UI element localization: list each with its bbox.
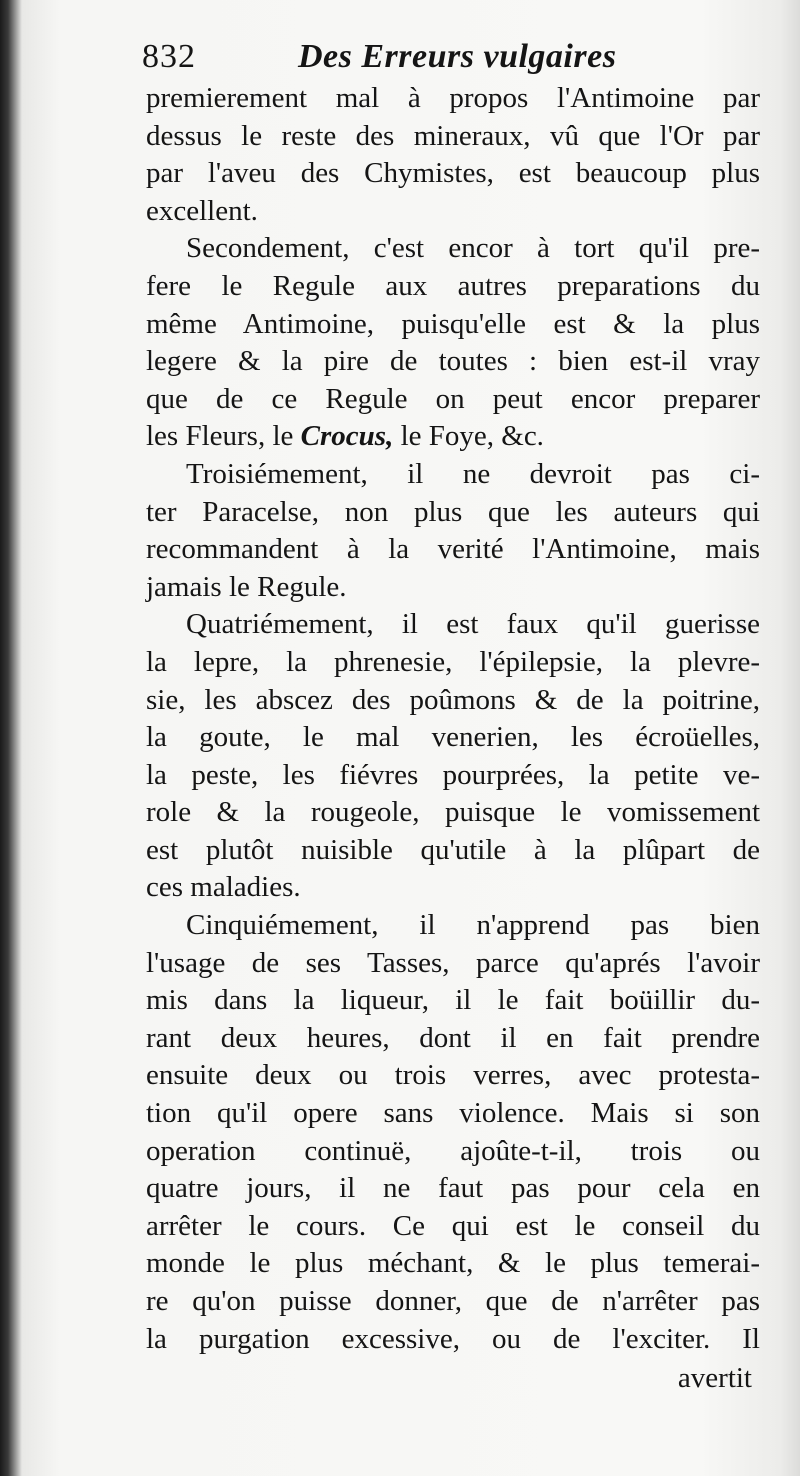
text-segment: les Fleurs, le (146, 420, 301, 453)
text-line: quatre jours, il ne faut pas pour cela en (146, 1172, 760, 1205)
text-line: par l'aveu des Chymistes, est beaucoup plus (146, 157, 760, 190)
body-text (146, 80, 760, 1358)
text-line: dessus le reste des mineraux, vû que l'Or par (146, 119, 760, 152)
text-line: même Antimoine, puisqu'elle est & la plus (146, 307, 760, 340)
text-line: la peste, les fiévres pourprées, la petite ve- (146, 758, 760, 791)
text-line: la goute, le mal venerien, les écroüelles, (146, 721, 760, 754)
page-number: 832 (142, 38, 196, 75)
text-line: legere & la pire de toutes : bien est-il vray (146, 345, 760, 378)
text-line: re qu'on puisse donner, que de n'arrêter pas (146, 1285, 760, 1317)
text-line: que de ce Regule on peut encor preparer (146, 382, 760, 415)
text-line: ensuite deux ou trois verres, avec protesta- (146, 1059, 760, 1092)
running-title: Des Erreurs vulgaires (298, 38, 617, 75)
text-line: rant deux heures, dont il en fait prendre (146, 1021, 760, 1054)
text-line: l'usage de ses Tasses, parce qu'aprés l'avoir (146, 946, 760, 979)
text-line: mis dans la liqueur, il le fait boüillir du- (146, 984, 760, 1017)
text-line: premierement mal à propos l'Antimoine par (146, 82, 760, 114)
text-line: la purgation excessive, ou de l'exciter. Il (146, 1322, 760, 1355)
catchword: avertit (677, 1362, 752, 1394)
text-line: excellent. (146, 194, 258, 227)
paragraph-start: Secondement, c'est encor à tort qu'il pre- (186, 232, 760, 265)
text-line: recommandent à la verité l'Antimoine, mais (146, 533, 760, 566)
text-line: jamais le Regule. (146, 570, 347, 603)
text-segment: le Foye, &c. (393, 420, 544, 453)
text-line: role & la rougeole, puisque le vomissement (146, 796, 760, 829)
text-line-crocus (146, 418, 760, 456)
paragraph-start: Troisiémement, il ne devroit pas ci- (186, 457, 760, 490)
text-line: la lepre, la phrenesie, l'épilepsie, la plevre- (146, 645, 760, 678)
text-line: tion qu'il opere sans violence. Mais si son (146, 1097, 760, 1130)
text-line: sie, les abscez des poûmons & de la poitrine, (146, 683, 760, 716)
italic-word: Crocus, (300, 420, 394, 453)
paragraph-start: Quatriémement, il est faux qu'il guerisse (186, 608, 760, 641)
text-line: ter Paracelse, non plus que les auteurs qui (146, 495, 760, 528)
text-line: fere le Regule aux autres preparations du (146, 269, 760, 302)
text-line: ces maladies. (146, 871, 301, 904)
text-line: arrêter le cours. Ce qui est le conseil du (146, 1209, 760, 1242)
text-line: est plutôt nuisible qu'utile à la plûpart de (146, 833, 760, 866)
text-line: operation continuë, ajoûte-t-il, trois ou (146, 1134, 760, 1167)
paragraph-start: Cinquiémement, il n'apprend pas bien (186, 909, 760, 942)
text-line: monde le plus méchant, & le plus temerai- (146, 1247, 760, 1280)
